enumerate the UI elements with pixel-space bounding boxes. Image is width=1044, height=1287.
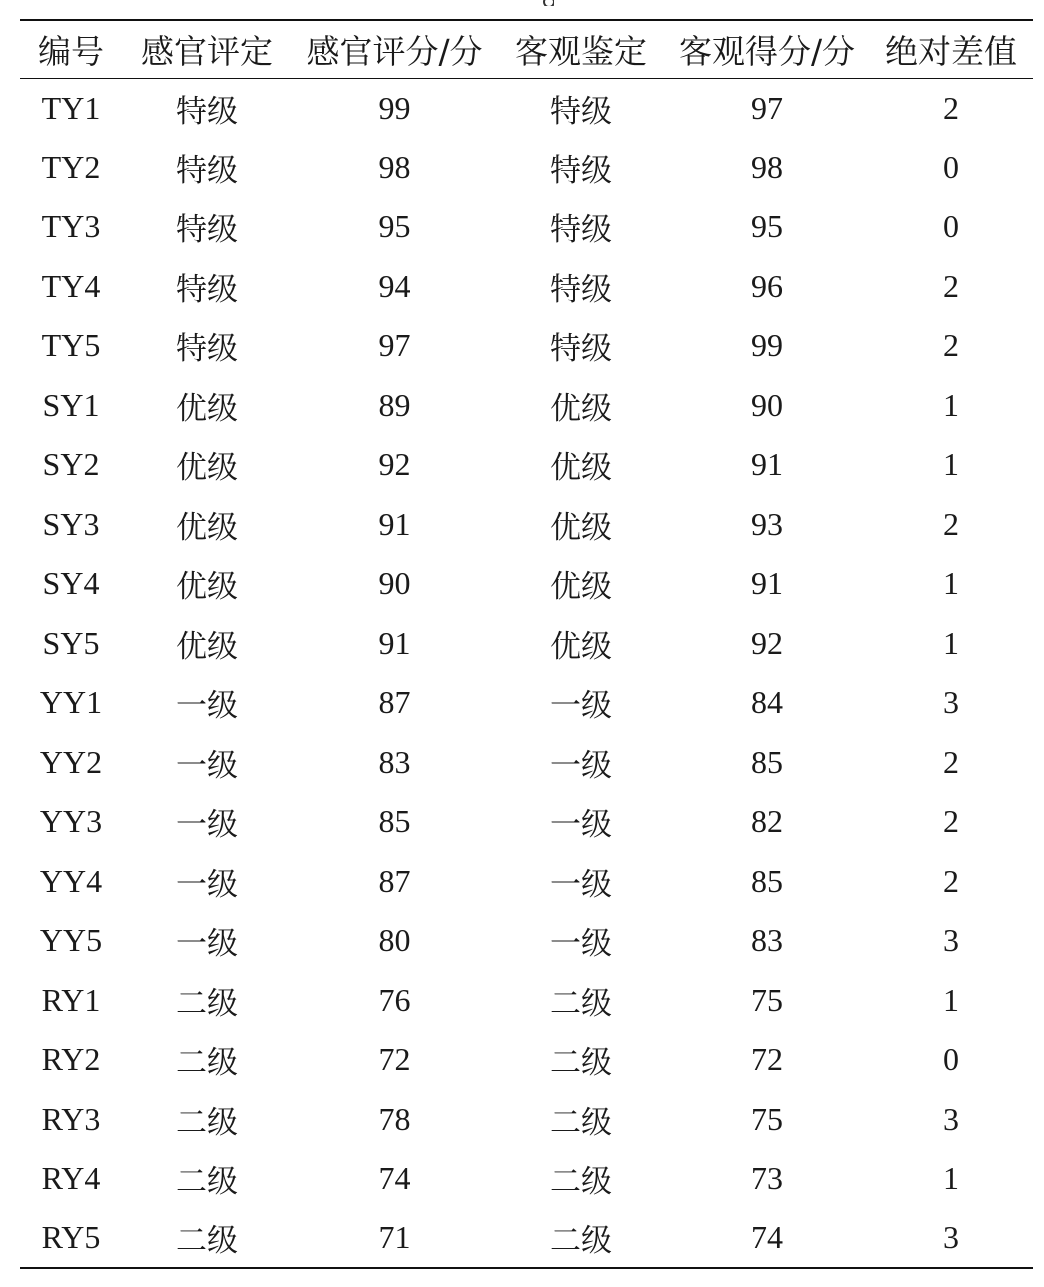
- cell-sensory-grade: 特级: [176, 271, 238, 308]
- cell-sensory-score: 74: [378, 1160, 411, 1197]
- cell-sensory-grade: 特级: [176, 212, 238, 249]
- cell-sensory-grade: 特级: [176, 152, 238, 189]
- cell-objective-grade: 特级: [550, 331, 612, 368]
- table-row: [20, 733, 1033, 793]
- cell-sensory-score: 97: [378, 327, 411, 364]
- cell-objective-grade: 一级: [550, 747, 612, 784]
- cell-sensory-grade: 特级: [176, 331, 238, 368]
- cell-objective-grade: 优级: [550, 628, 612, 665]
- cell-id: SY2: [42, 446, 100, 483]
- cell-sensory-score: 90: [378, 565, 411, 602]
- cell-absolute-difference: 2: [943, 267, 959, 304]
- cell-objective-grade: 特级: [550, 212, 612, 249]
- cell-sensory-score: 83: [378, 743, 411, 780]
- cell-absolute-difference: 2: [943, 89, 959, 126]
- cell-sensory-grade: 优级: [176, 569, 238, 606]
- cell-sensory-score: 91: [378, 505, 411, 542]
- table-row: [20, 78, 1033, 138]
- cell-objective-score: 84: [751, 684, 783, 721]
- cell-sensory-score: 85: [378, 803, 411, 840]
- cell-sensory-score: 94: [378, 267, 411, 304]
- cell-objective-score: 91: [751, 446, 783, 483]
- cell-absolute-difference: 1: [943, 565, 959, 602]
- header-id: 编号: [38, 31, 104, 71]
- cell-absolute-difference: 0: [943, 1041, 959, 1078]
- cell-objective-grade: 优级: [550, 509, 612, 546]
- cell-objective-grade: 优级: [550, 569, 612, 606]
- table-row: [20, 257, 1033, 317]
- cell-id: YY1: [39, 684, 103, 721]
- table-row: [20, 376, 1033, 436]
- cell-absolute-difference: 3: [943, 1219, 959, 1256]
- header-sensory-score: 感官评分/分: [306, 31, 483, 71]
- table-row: [20, 316, 1033, 376]
- cell-objective-grade: 二级: [550, 1104, 612, 1141]
- header-objective-grade: 客观鉴定: [515, 31, 647, 71]
- table-row: [20, 197, 1033, 257]
- cell-sensory-score: 92: [378, 446, 411, 483]
- cell-id: SY1: [42, 386, 100, 423]
- header-row: [20, 20, 1033, 78]
- cell-objective-grade: 二级: [550, 985, 612, 1022]
- cell-objective-score: 99: [751, 327, 783, 364]
- cell-objective-score: 95: [751, 208, 783, 245]
- cell-objective-score: 74: [751, 1219, 783, 1256]
- cell-id: RY5: [41, 1219, 101, 1256]
- cell-absolute-difference: 1: [943, 1160, 959, 1197]
- cell-objective-score: 97: [751, 89, 783, 126]
- table-row: [20, 1030, 1033, 1090]
- table-row: [20, 1209, 1033, 1269]
- table-row: [20, 792, 1033, 852]
- cell-absolute-difference: 3: [943, 1100, 959, 1137]
- cell-objective-score: 85: [751, 862, 783, 899]
- cell-absolute-difference: 2: [943, 743, 959, 780]
- header-absolute-difference: 绝对差值: [885, 31, 1017, 71]
- cell-sensory-grade: 优级: [176, 509, 238, 546]
- cell-id: SY4: [42, 565, 100, 602]
- cell-id: RY2: [41, 1041, 101, 1078]
- cell-absolute-difference: 0: [943, 208, 959, 245]
- cell-absolute-difference: 2: [943, 803, 959, 840]
- cell-objective-score: 83: [751, 922, 783, 959]
- cell-absolute-difference: 1: [943, 624, 959, 661]
- cell-sensory-grade: 优级: [176, 628, 238, 665]
- cell-sensory-grade: 一级: [176, 866, 238, 903]
- cell-id: SY5: [42, 624, 100, 661]
- cell-id: YY3: [39, 803, 103, 840]
- cell-objective-grade: 特级: [550, 93, 612, 130]
- cell-objective-grade: 一级: [550, 866, 612, 903]
- cell-sensory-score: 87: [378, 684, 411, 721]
- cell-id: YY5: [39, 922, 103, 959]
- cell-objective-grade: 二级: [550, 1164, 612, 1201]
- header-objective-score: 客观得分/分: [678, 31, 856, 71]
- cell-objective-score: 75: [751, 1100, 783, 1137]
- cell-sensory-grade: 一级: [176, 688, 238, 725]
- cell-objective-grade: 优级: [550, 390, 612, 427]
- cell-absolute-difference: 2: [943, 327, 959, 364]
- table-row: [20, 852, 1033, 912]
- cell-objective-grade: 特级: [550, 152, 612, 189]
- cell-sensory-score: 95: [378, 208, 411, 245]
- cell-sensory-score: 89: [378, 386, 411, 423]
- cell-id: TY3: [41, 208, 101, 245]
- cell-objective-score: 98: [751, 148, 783, 185]
- cell-sensory-grade: 优级: [176, 390, 238, 427]
- cell-id: RY3: [41, 1100, 101, 1137]
- cell-objective-grade: 二级: [550, 1045, 612, 1082]
- cell-id: SY3: [42, 505, 100, 542]
- cell-id: RY1: [41, 981, 101, 1018]
- table-row: [20, 1149, 1033, 1209]
- cell-absolute-difference: 2: [943, 862, 959, 899]
- cell-objective-grade: 一级: [550, 926, 612, 963]
- cell-objective-grade: 特级: [550, 271, 612, 308]
- table-row: [20, 673, 1033, 733]
- table-row: [20, 495, 1033, 555]
- grading-comparison-table: [20, 19, 1033, 1269]
- cropped-caption-fragment: [540, 0, 554, 6]
- table-row: [20, 1090, 1033, 1150]
- cell-sensory-score: 76: [378, 981, 411, 1018]
- table-header: [20, 20, 1033, 78]
- cell-objective-grade: 二级: [550, 1223, 612, 1260]
- cell-objective-score: 82: [751, 803, 783, 840]
- cell-objective-score: 96: [751, 267, 783, 304]
- cell-sensory-grade: 二级: [176, 1164, 238, 1201]
- cell-id: TY2: [41, 148, 101, 185]
- cell-objective-grade: 一级: [550, 807, 612, 844]
- cell-sensory-grade: 二级: [176, 1045, 238, 1082]
- cell-sensory-score: 71: [378, 1219, 411, 1256]
- cell-sensory-score: 78: [378, 1100, 411, 1137]
- cell-sensory-grade: 一级: [176, 926, 238, 963]
- cell-objective-score: 92: [751, 624, 783, 661]
- cell-sensory-grade: 二级: [176, 1104, 238, 1141]
- cell-sensory-grade: 特级: [176, 93, 238, 130]
- cell-objective-score: 73: [751, 1160, 783, 1197]
- cell-objective-score: 90: [751, 386, 783, 423]
- cell-objective-score: 72: [751, 1041, 783, 1078]
- cell-id: TY1: [41, 89, 101, 126]
- cell-objective-score: 93: [751, 505, 783, 542]
- cell-sensory-score: 72: [378, 1041, 411, 1078]
- table-row: [20, 554, 1033, 614]
- table-row: [20, 435, 1033, 495]
- cell-objective-grade: 优级: [550, 450, 612, 487]
- cell-absolute-difference: 0: [943, 148, 959, 185]
- table-row: [20, 614, 1033, 674]
- table-body: [20, 78, 1033, 1268]
- cell-sensory-score: 91: [378, 624, 411, 661]
- table-row: [20, 911, 1033, 971]
- cell-objective-score: 91: [751, 565, 783, 602]
- cell-sensory-grade: 二级: [176, 985, 238, 1022]
- cell-sensory-score: 80: [378, 922, 411, 959]
- cell-objective-score: 85: [751, 743, 783, 780]
- cell-id: YY2: [39, 743, 103, 780]
- cell-objective-score: 75: [751, 981, 783, 1018]
- cell-absolute-difference: 1: [943, 386, 959, 423]
- cell-id: YY4: [39, 862, 103, 899]
- cell-id: RY4: [41, 1160, 101, 1197]
- cell-absolute-difference: 1: [943, 981, 959, 1018]
- header-sensory-grade: 感官评定: [141, 31, 273, 71]
- cell-absolute-difference: 1: [943, 446, 959, 483]
- cell-sensory-score: 98: [378, 148, 411, 185]
- cell-sensory-grade: 二级: [176, 1223, 238, 1260]
- cell-sensory-score: 99: [378, 89, 411, 126]
- table-row: [20, 138, 1033, 198]
- table-row: [20, 971, 1033, 1031]
- cell-absolute-difference: 3: [943, 684, 959, 721]
- cell-absolute-difference: 3: [943, 922, 959, 959]
- cell-id: TY4: [41, 267, 101, 304]
- cell-sensory-grade: 一级: [176, 747, 238, 784]
- cell-absolute-difference: 2: [943, 505, 959, 542]
- cell-id: TY5: [41, 327, 101, 364]
- cell-sensory-score: 87: [378, 862, 411, 899]
- cell-sensory-grade: 优级: [176, 450, 238, 487]
- cell-objective-grade: 一级: [550, 688, 612, 725]
- cell-sensory-grade: 一级: [176, 807, 238, 844]
